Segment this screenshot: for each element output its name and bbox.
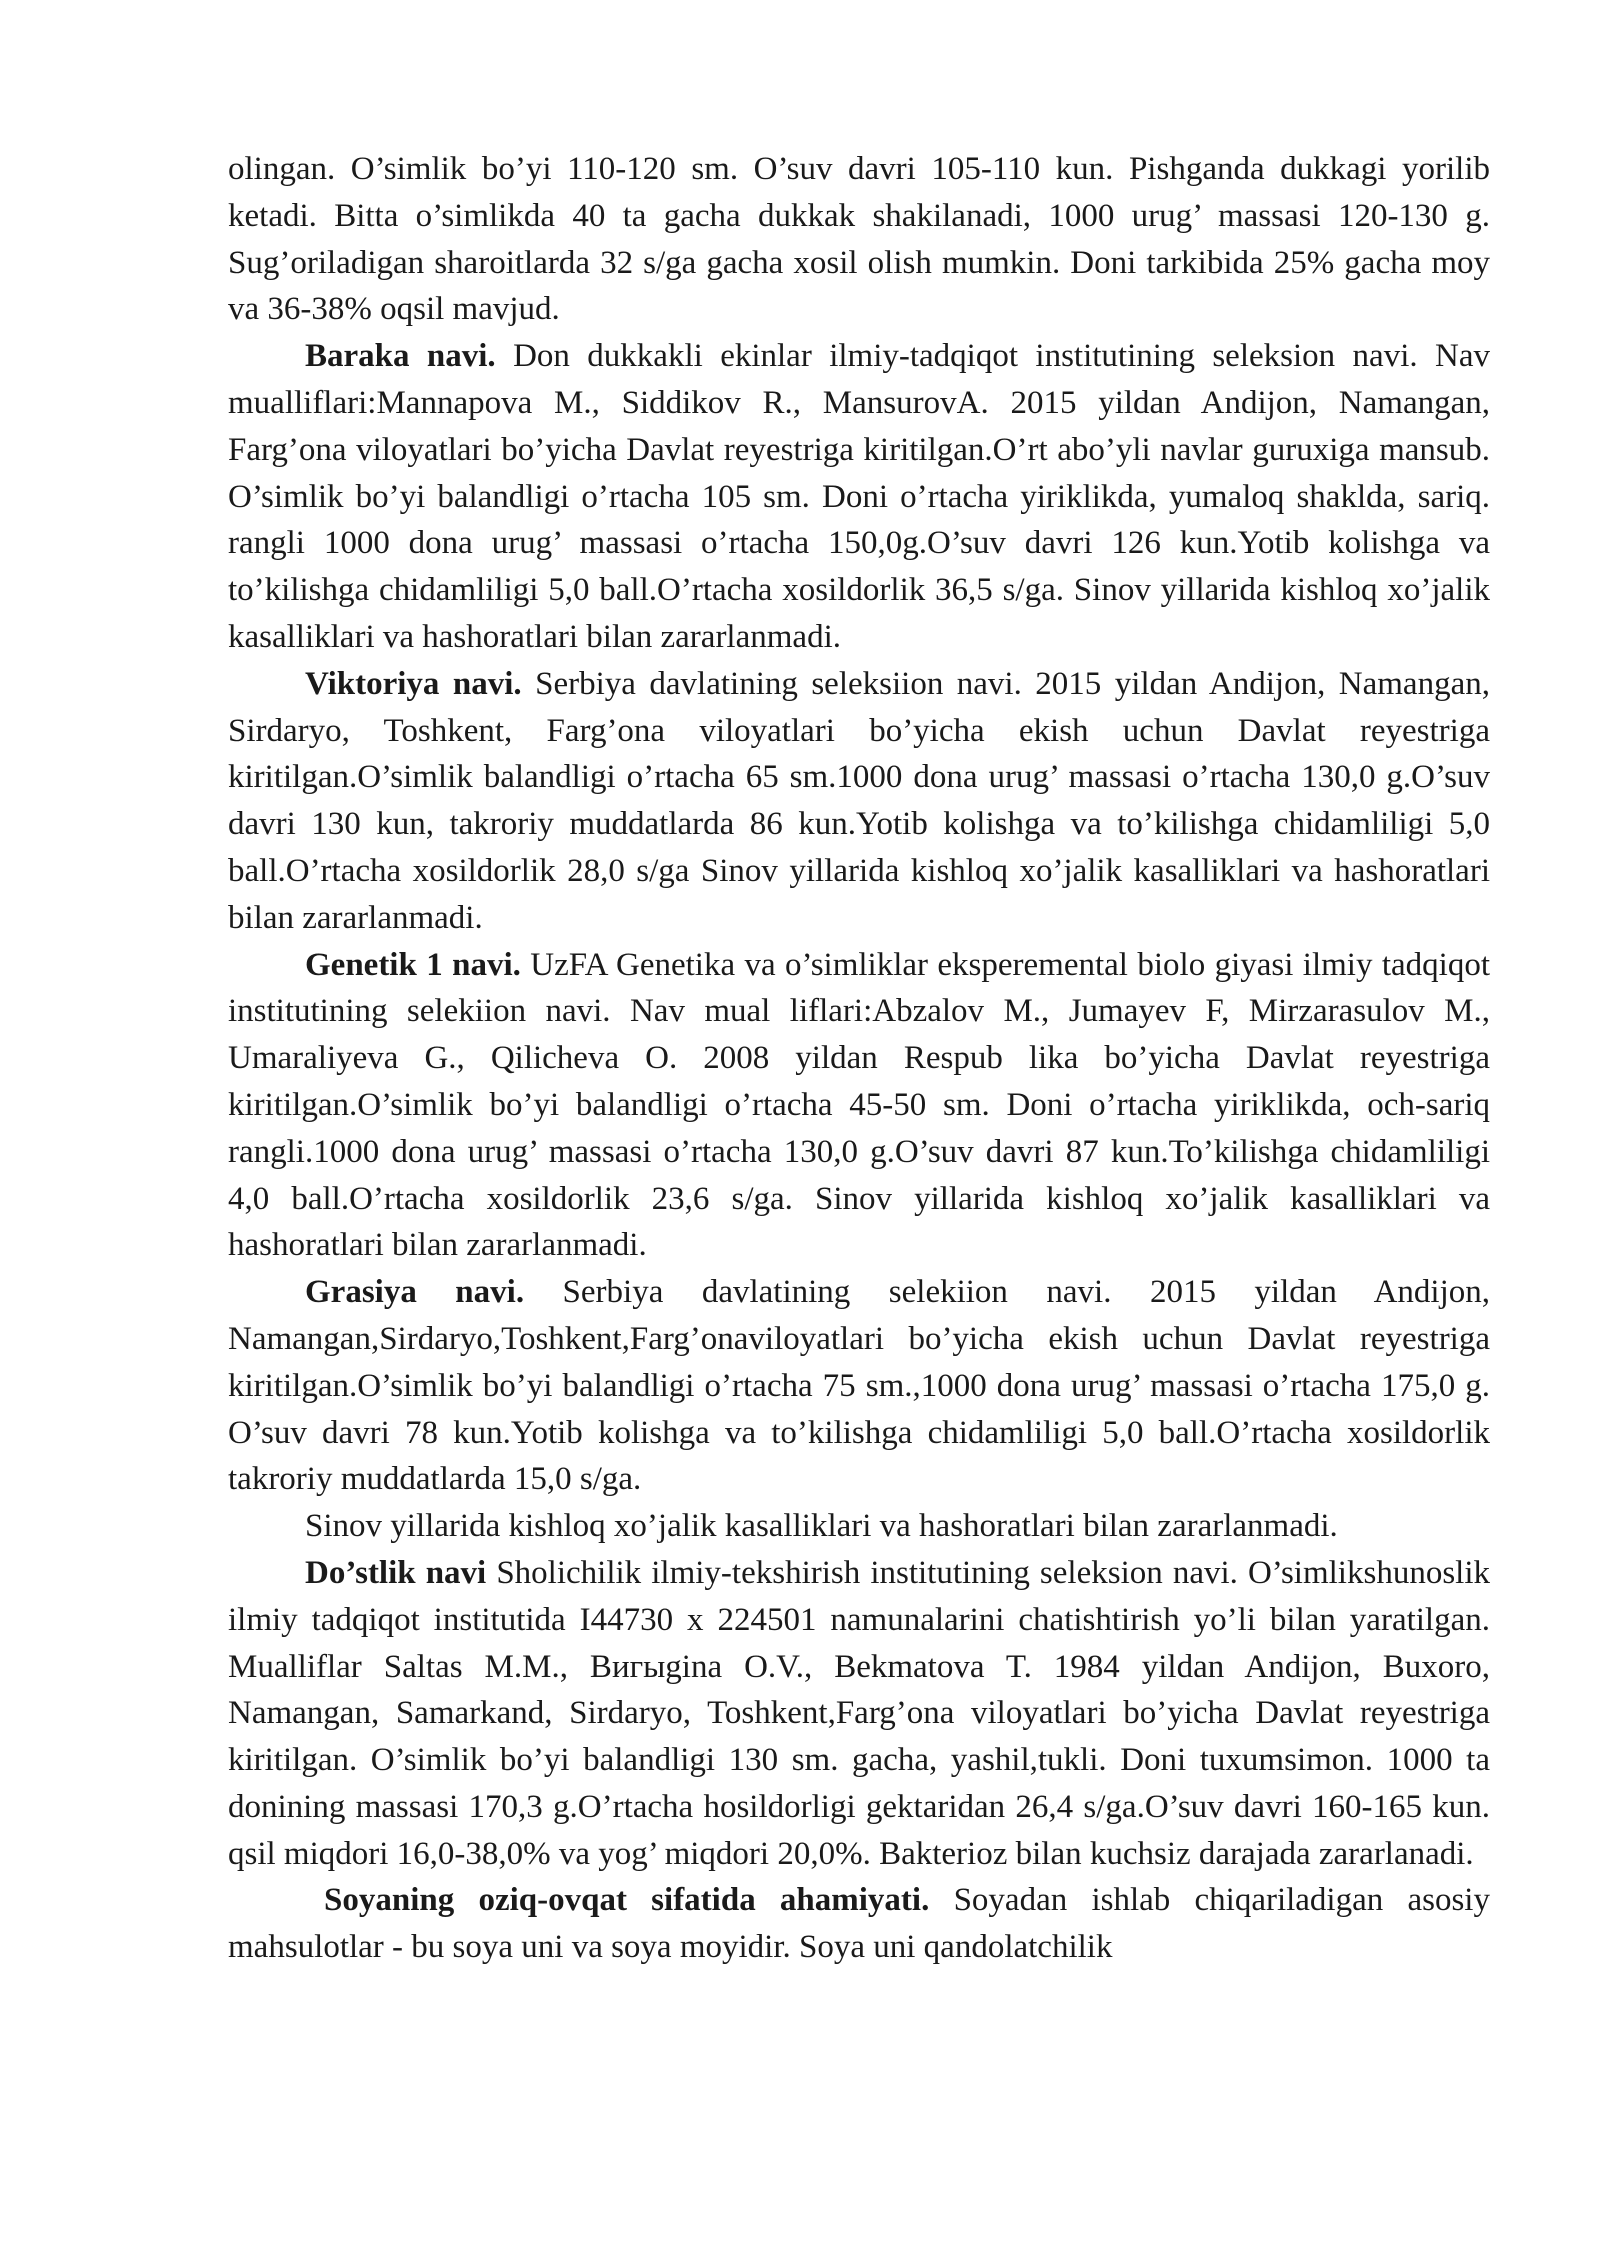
paragraph-dostlik: [228, 1550, 1490, 1878]
paragraph-intro: [228, 146, 1490, 333]
paragraph-sinov-text: Sinov yillarida kishloq xo’jalik kasalliklari va hashoratlari bilan zararlanmadi.: [305, 1508, 1338, 1545]
paragraph-grasiya: [228, 1269, 1490, 1503]
paragraph-intro-text: olingan. O’simlik bo’yi 110-120 sm. O’suv davri 105-110 kun. Pishganda dukkagi yorilib ketadi. Bitta o’simlikda 40 ta gacha dukkak shakilanadi, 1000 urug’ massasi 120-130 g. Sug’oriladigan sharoitlarda 32 s/ga gacha xosil olish mumkin. Doni tarkibida 25% gacha moy va 36-38% oqsil mavjud.: [228, 151, 1490, 328]
document-page: [228, 146, 1490, 1971]
paragraph-sinov: [228, 1503, 1490, 1550]
heading-genetik: Genetik 1 navi.: [305, 946, 521, 983]
heading-viktoriya: Viktoriya navi.: [305, 665, 522, 702]
paragraph-baraka-text: Don dukkakli ekinlar ilmiy-tadqiqot institutining seleksion navi. Nav mualliflari:Mannapova M., Siddikov R., MansurovA. 2015 yildan Andijon, Namangan, Farg’ona viloyatlari bo’yicha Davlat reyestriga kiritilgan.O’rt abo’yli navlar guruxiga mansub. O’simlik bo’yi balandligi o’rtacha 105 sm. Doni o’rtacha yiriklikda, yumaloq shaklda, sariq. rangli 1000 dona urug’ massasi o’rtacha 150,0g.O’suv davri 126 kun.Yotib kolishga va to’kilishga chidamliligi 5,0 ball.O’rtacha xosildorlik 36,5 s/ga. Sinov yillarida kishloq xo’jalik kasalliklari va hashoratlari bilan zararlanmadi.: [228, 338, 1490, 655]
heading-baraka: Baraka navi.: [305, 338, 496, 375]
paragraph-soyaning-text: Soyadan ishlab chiqariladigan asosiy mahsulotlar - bu soya uni va soya moyidir. Soya uni qandolatchilik: [228, 1882, 1490, 1966]
paragraph-viktoriya-text: Serbiya davlatining seleksiion navi. 2015 yildan Andijon, Namangan, Sirdaryo, Toshkent, Farg’ona viloyatlari bo’yicha ekish uchun Davlat reyestriga kiritilgan.O’simlik balandligi o’rtacha 65 sm.1000 dona urug’ massasi o’rtacha 130,0 g.O’suv davri 130 kun, takroriy muddatlarda 86 kun.Yotib kolishga va to’kilishga chidamliligi 5,0 ball.O’rtacha xosildorlik 28,0 s/ga Sinov yillarida kishloq xo’jalik kasalliklari va hashoratlari bilan zararlanmadi.: [228, 665, 1490, 936]
paragraph-genetik-text: UzFA Genetika va o’simliklar eksperemental biolo giyasi ilmiy tadqiqot institutining selekiion navi. Nav mual liflari:Abzalov M., Jumayev F, Mirzarasulov M., Umaraliyeva G., Qilicheva O. 2008 yildan Respub lika bo’yicha Davlat reyestriga kiritilgan.O’simlik bo’yi balandligi o’rtacha 45-50 sm. Doni o’rtacha yiriklikda, och-sariq rangli.1000 dona urug’ massasi o’rtacha 130,0 g.O’suv davri 87 kun.To’kilishga chidamliligi 4,0 ball.O’rtacha xosildorlik 23,6 s/ga. Sinov yillarida kishloq xo’jalik kasalliklari va hashoratlari bilan zararlanmadi.: [228, 946, 1490, 1264]
paragraph-soyaning: [228, 1877, 1490, 1971]
paragraph-baraka: [228, 333, 1490, 661]
heading-dostlik: Do’stlik navi: [305, 1554, 487, 1591]
paragraph-genetik: [228, 942, 1490, 1270]
paragraph-dostlik-text: Sholichilik ilmiy-tekshirish institutining seleksion navi. O’simlikshunoslik ilmiy tadqiqot institutida I44730 x 224501 namunalarini chatishtirish yo’li bilan yaratilgan. Mualliflar Saltas M.M., Bигыgina O.V., Bekmatova T. 1984 yildan Andijon, Buxoro, Namangan, Samarkand, Sirdaryo, Toshkent,Farg’ona viloyatlari bo’yicha Davlat reyestriga kiritilgan. O’simlik bo’yi balandligi 130 sm. gacha, yashil,tukli. Doni tuxumsimon. 1000 ta donining massasi 170,3 g.O’rtacha hosildorligi gektaridan 26,4 s/ga.O’suv davri 160-165 kun. qsil miqdori 16,0-38,0% va yog’ miqdori 20,0%. Bakterioz bilan kuchsiz darajada zararlanadi.: [228, 1554, 1491, 1872]
paragraph-viktoriya: [228, 661, 1490, 942]
heading-soyaning: Soyaning oziq-ovqat sifatida ahamiyati.: [324, 1882, 930, 1919]
heading-grasiya: Grasiya navi.: [305, 1274, 525, 1311]
paragraph-grasiya-text: Serbiya davlatining selekiion navi. 2015 yildan Andijon, Namangan,Sirdaryo,Toshkent,Farg’onaviloyatlari bo’yicha ekish uchun Davlat reyestriga kiritilgan.O’simlik bo’yi balandligi o’rtacha 75 sm.,1000 dona urug’ massasi o’rtacha 175,0 g. O’suv davri 78 kun.Yotib kolishga va to’kilishga chidamliligi 5,0 ball.O’rtacha xosildorlik takroriy muddatlarda 15,0 s/ga.: [228, 1274, 1490, 1498]
